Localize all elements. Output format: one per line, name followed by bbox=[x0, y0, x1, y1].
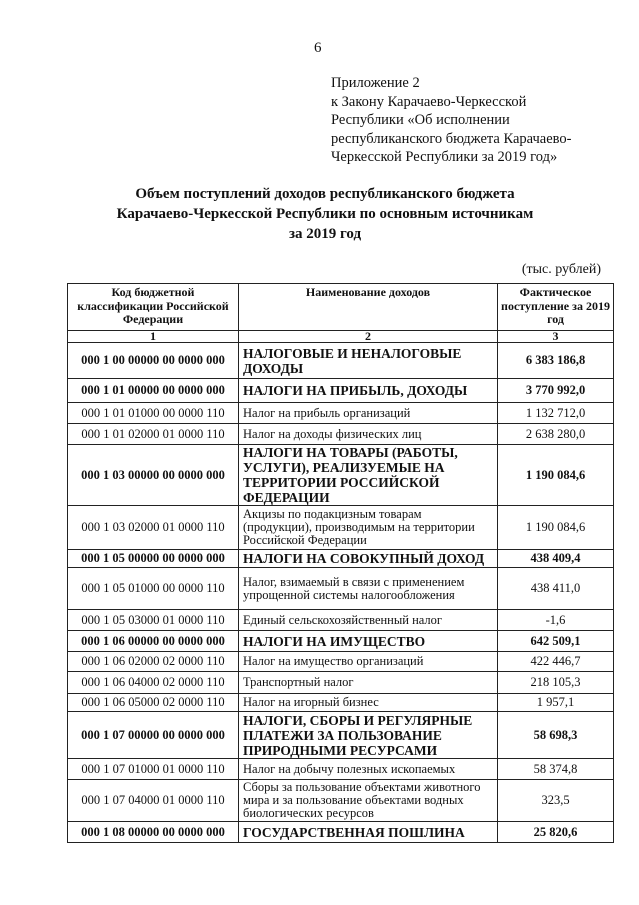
budget-code: 000 1 03 00000 00 0000 000 bbox=[68, 445, 239, 506]
income-name: Налог на имущество организаций bbox=[239, 652, 498, 672]
title-line: Объем поступлений доходов республиканского бюджета bbox=[135, 186, 515, 202]
table-row bbox=[68, 445, 614, 506]
income-name: Налог на добычу полезных ископаемых bbox=[239, 759, 498, 780]
revenue-table bbox=[67, 283, 614, 843]
table-row bbox=[68, 759, 614, 780]
income-name: НАЛОГИ НА ТОВАРЫ (РАБОТЫ, УСЛУГИ), РЕАЛИЗУЕМЫЕ НА ТЕРРИТОРИИ РОССИЙСКОЙ ФЕДЕРАЦИИ bbox=[239, 445, 498, 506]
col-number: 3 bbox=[498, 331, 614, 343]
actual-amount: 58 374,8 bbox=[498, 759, 614, 780]
table-row bbox=[68, 694, 614, 712]
budget-code: 000 1 07 00000 00 0000 000 bbox=[68, 712, 239, 759]
budget-code: 000 1 06 02000 02 0000 110 bbox=[68, 652, 239, 672]
table-row bbox=[68, 424, 614, 445]
budget-code: 000 1 05 00000 00 0000 000 bbox=[68, 550, 239, 568]
income-name: Налог на прибыль организаций bbox=[239, 403, 498, 424]
income-name: Транспортный налог bbox=[239, 672, 498, 694]
table-row bbox=[68, 379, 614, 403]
actual-amount: 438 411,0 bbox=[498, 568, 614, 610]
income-name: НАЛОГИ НА ПРИБЫЛЬ, ДОХОДЫ bbox=[239, 379, 498, 403]
actual-amount: 6 383 186,8 bbox=[498, 343, 614, 379]
table-row bbox=[68, 343, 614, 379]
budget-code: 000 1 06 05000 02 0000 110 bbox=[68, 694, 239, 712]
appendix-line: к Закону Карачаево-Черкесской bbox=[331, 93, 527, 110]
actual-amount: 218 105,3 bbox=[498, 672, 614, 694]
income-name: Акцизы по подакцизным товарам (продукции), производимым на территории Российской Федерации bbox=[239, 506, 498, 550]
budget-code: 000 1 06 00000 00 0000 000 bbox=[68, 631, 239, 652]
table-row bbox=[68, 631, 614, 652]
table-row bbox=[68, 652, 614, 672]
actual-amount: 25 820,6 bbox=[498, 822, 614, 843]
page-number: 6 bbox=[314, 40, 322, 56]
actual-amount: 2 638 280,0 bbox=[498, 424, 614, 445]
income-name: НАЛОГОВЫЕ И НЕНАЛОГОВЫЕ ДОХОДЫ bbox=[239, 343, 498, 379]
table-row bbox=[68, 403, 614, 424]
income-name: НАЛОГИ НА СОВОКУПНЫЙ ДОХОД bbox=[239, 550, 498, 568]
appendix-line: республиканского бюджета Карачаево- bbox=[331, 130, 572, 147]
actual-amount: 422 446,7 bbox=[498, 652, 614, 672]
actual-amount: 58 698,3 bbox=[498, 712, 614, 759]
income-name: НАЛОГИ НА ИМУЩЕСТВО bbox=[239, 631, 498, 652]
budget-code: 000 1 01 02000 01 0000 110 bbox=[68, 424, 239, 445]
budget-code: 000 1 05 03000 01 0000 110 bbox=[68, 610, 239, 631]
budget-code: 000 1 03 02000 01 0000 110 bbox=[68, 506, 239, 550]
income-name: Налог на игорный бизнес bbox=[239, 694, 498, 712]
income-name: Единый сельскохозяйственный налог bbox=[239, 610, 498, 631]
title-line: за 2019 год bbox=[288, 226, 362, 242]
income-name: ГОСУДАРСТВЕННАЯ ПОШЛИНА bbox=[239, 822, 498, 843]
col-number: 1 bbox=[68, 331, 239, 343]
budget-code: 000 1 06 04000 02 0000 110 bbox=[68, 672, 239, 694]
document-title bbox=[60, 184, 590, 244]
budget-code: 000 1 01 00000 00 0000 000 bbox=[68, 379, 239, 403]
income-name: Налог, взимаемый в связи с применением упрощенной системы налогообложения bbox=[239, 568, 498, 610]
actual-amount: 1 132 712,0 bbox=[498, 403, 614, 424]
header-name: Наименование доходов bbox=[239, 284, 498, 331]
actual-amount: 438 409,4 bbox=[498, 550, 614, 568]
appendix-line: Республики «Об исполнении bbox=[331, 112, 510, 128]
table-row bbox=[68, 506, 614, 550]
actual-amount: 642 509,1 bbox=[498, 631, 614, 652]
actual-amount: -1,6 bbox=[498, 610, 614, 631]
appendix-line: Черкесской Республики за 2019 год» bbox=[331, 149, 558, 165]
appendix-line: Приложение 2 bbox=[331, 75, 420, 91]
budget-code: 000 1 07 04000 01 0000 110 bbox=[68, 780, 239, 822]
income-name: Налог на доходы физических лиц bbox=[239, 424, 498, 445]
actual-amount: 323,5 bbox=[498, 780, 614, 822]
table-row bbox=[68, 672, 614, 694]
table-row bbox=[68, 610, 614, 631]
units-label: (тыс. рублей) bbox=[521, 262, 601, 277]
budget-code: 000 1 08 00000 00 0000 000 bbox=[68, 822, 239, 843]
budget-code: 000 1 00 00000 00 0000 000 bbox=[68, 343, 239, 379]
header-value: Фактическое поступление за 2019 год bbox=[498, 284, 614, 331]
budget-code: 000 1 07 01000 01 0000 110 bbox=[68, 759, 239, 780]
income-name: НАЛОГИ, СБОРЫ И РЕГУЛЯРНЫЕ ПЛАТЕЖИ ЗА ПОЛЬЗОВАНИЕ ПРИРОДНЫМИ РЕСУРСАМИ bbox=[239, 712, 498, 759]
actual-amount: 3 770 992,0 bbox=[498, 379, 614, 403]
table-row bbox=[68, 550, 614, 568]
title-line: Карачаево-Черкесской Республики по основным источникам bbox=[116, 206, 534, 222]
table-row bbox=[68, 822, 614, 843]
actual-amount: 1 957,1 bbox=[498, 694, 614, 712]
budget-code: 000 1 01 01000 00 0000 110 bbox=[68, 403, 239, 424]
table-row bbox=[68, 712, 614, 759]
header-code: Код бюджетной классификации Российской Федерации bbox=[68, 284, 239, 331]
appendix-note bbox=[331, 74, 631, 167]
budget-code: 000 1 05 01000 00 0000 110 bbox=[68, 568, 239, 610]
income-name: Сборы за пользование объектами животного мира и за пользование объектами водных биологических ресурсов bbox=[239, 780, 498, 822]
table-row bbox=[68, 568, 614, 610]
col-number: 2 bbox=[239, 331, 498, 343]
actual-amount: 1 190 084,6 bbox=[498, 445, 614, 506]
table-row bbox=[68, 780, 614, 822]
actual-amount: 1 190 084,6 bbox=[498, 506, 614, 550]
